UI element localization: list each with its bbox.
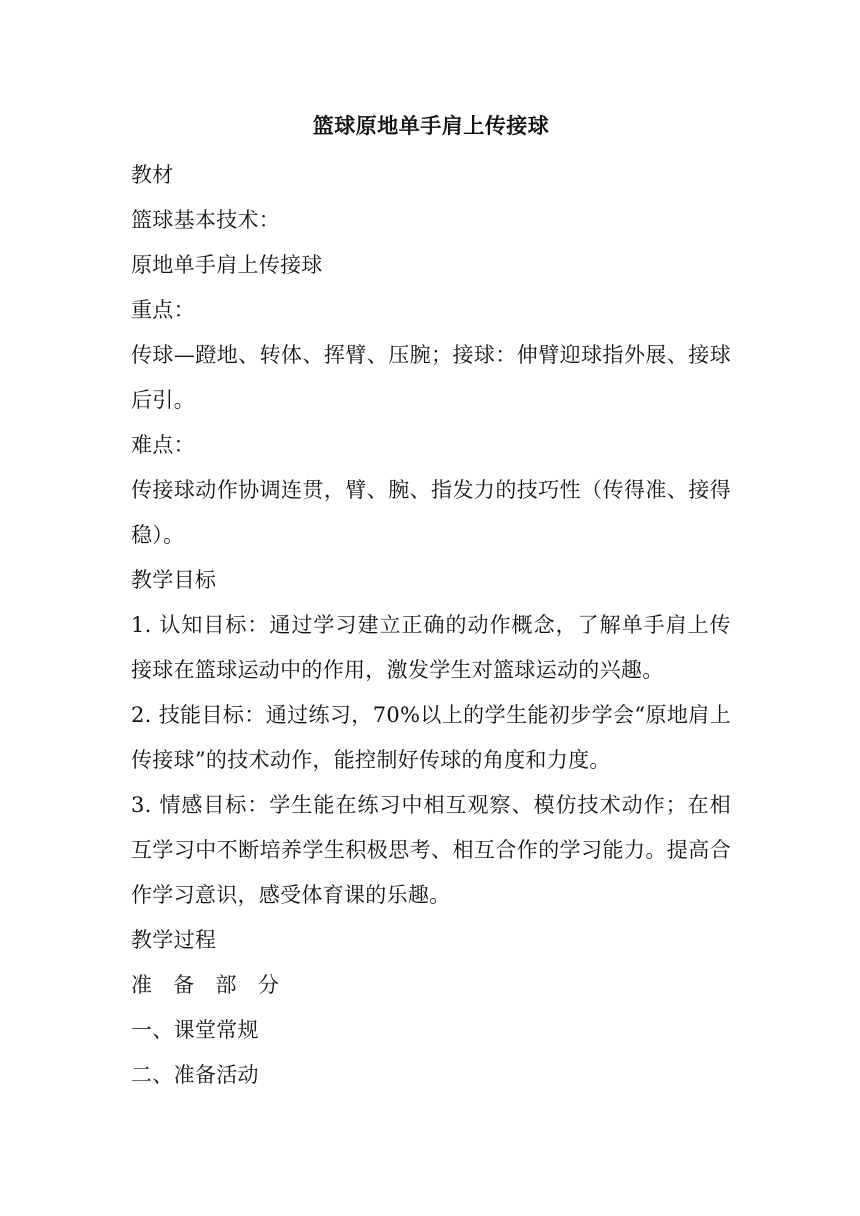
paragraph-topic: 原地单手肩上传接球 (131, 253, 323, 277)
document-body (131, 108, 731, 1098)
paragraph-key-points: 传球—蹬地、转体、挥臂、压腕；接球：伸臂迎球指外展、接球后引。 (131, 343, 731, 412)
document-title: 篮球原地单手肩上传接球 (312, 114, 550, 138)
paragraph-difficulty-heading: 难点： (131, 433, 195, 457)
paragraph-difficulty: 传接球动作协调连贯，臂、腕、指发力的技巧性（传得准、接得稳）。 (131, 478, 731, 547)
paragraph-preparation-section: 准 备 部 分 (131, 973, 280, 997)
paragraph-objectives-heading: 教学目标 (131, 568, 217, 592)
paragraph-warmup: 二、准备活动 (131, 1063, 259, 1087)
paragraph-objective-cognitive: 1. 认知目标：通过学习建立正确的动作概念，了解单手肩上传接球在篮球运动中的作用，激发学生对篮球运动的兴趣。 (131, 613, 731, 682)
paragraph-objective-skill: 2. 技能目标：通过练习，70%以上的学生能初步学会“原地肩上传接球”的技术动作，能控制好传球的角度和力度。 (131, 703, 731, 772)
paragraph-objective-emotional: 3. 情感目标：学生能在练习中相互观察、模仿技术动作；在相互学习中不断培养学生积极思考、相互合作的学习能力。提高合作学习意识，感受体育课的乐趣。 (131, 793, 731, 907)
paragraph-basic-skills: 篮球基本技术： (131, 208, 281, 232)
paragraph-class-routine: 一、课堂常规 (131, 1018, 259, 1042)
paragraph-key-points-heading: 重点： (131, 298, 195, 322)
paragraph-textbook: 教材 (131, 163, 174, 187)
paragraph-process-heading: 教学过程 (131, 928, 217, 952)
